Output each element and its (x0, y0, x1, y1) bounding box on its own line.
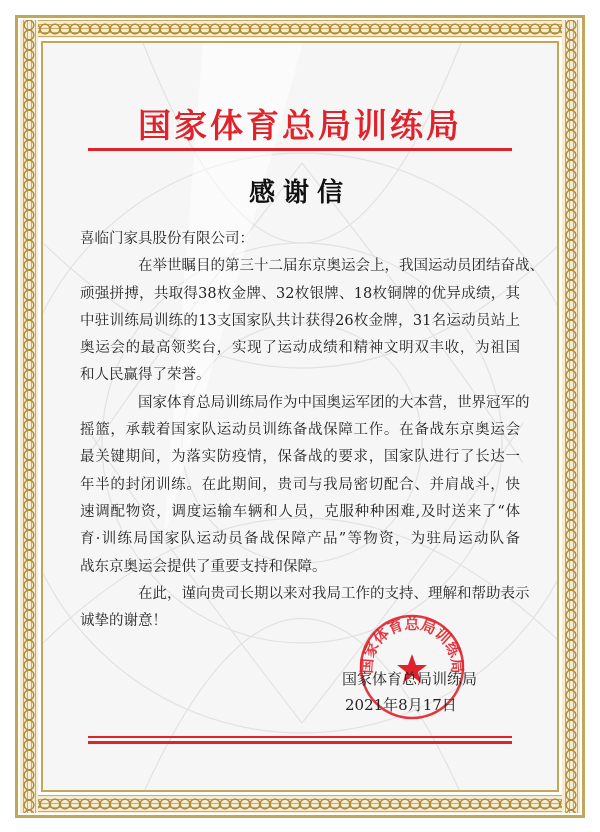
letter-body (80, 229, 544, 638)
paragraph-line: 速调配物资，调度运输车辆和人员，克服种种困难,及时送来了“体 (80, 503, 520, 520)
paragraph-line: 最关键期间，为落实防疫情，保备战的要求，国家队进行了长达一 (80, 449, 520, 466)
paragraph-line: 育·训练局国家队运动员备战保障产品”等物资，为驻局运动队备 (80, 531, 520, 548)
paragraph-line: 在此，谨向贵司长期以来对我局工作的支持、理解和帮助表示 (138, 585, 530, 602)
paragraph-line: 摇篮，承载着国家队运动员训练备战保障工作。在备战东京奥运会 (80, 422, 520, 439)
letter-date: 2021年8月17日 (345, 696, 457, 714)
salutation: 喜临门家具股份有限公司： (80, 231, 254, 247)
letter-heading: 感谢信 (248, 178, 351, 208)
paragraph-line: 在举世瞩目的第三十二届东京奥运会上，我国运动员团结奋战、 (138, 258, 544, 275)
paragraph-line: 战东京奥运会提供了重要支持和保障。 (80, 558, 327, 575)
paragraph-line: 顽强拼搏，共取得38枚金牌、32枚银牌、18枚铜牌的优异成绩，其 (80, 285, 520, 302)
signature-issuer: 国家体育总局训练局 (342, 670, 478, 688)
paragraph-line: 中驻训练局训练的13支国家队共计获得26枚金牌，31名运动员站上 (80, 312, 520, 329)
bottom-divider-top (88, 736, 512, 738)
border-band-bottom (20, 795, 580, 813)
bottom-divider (88, 741, 512, 744)
border-band-top (20, 20, 580, 38)
paragraph-line: 和人民赢得了荣誉。 (80, 367, 211, 384)
paragraph-line: 奥运会的最高领奖台，实现了运动成绩和精神文明双丰收，为祖国 (80, 340, 520, 357)
paragraph-line: 年半的封闭训练。在此期间，贵司与我局密切配合、并肩战斗，快 (80, 476, 520, 493)
issuer-title: 国家体育总局训练局 (138, 106, 462, 145)
title-divider (88, 148, 512, 151)
seal-text: 国家体育总局训练局 (357, 614, 467, 674)
paragraph-line: 国家体育总局训练局作为中国奥运军团的大本营，世界冠军的 (138, 394, 530, 411)
paragraph-line: 诚挚的谢意！ (80, 613, 167, 630)
